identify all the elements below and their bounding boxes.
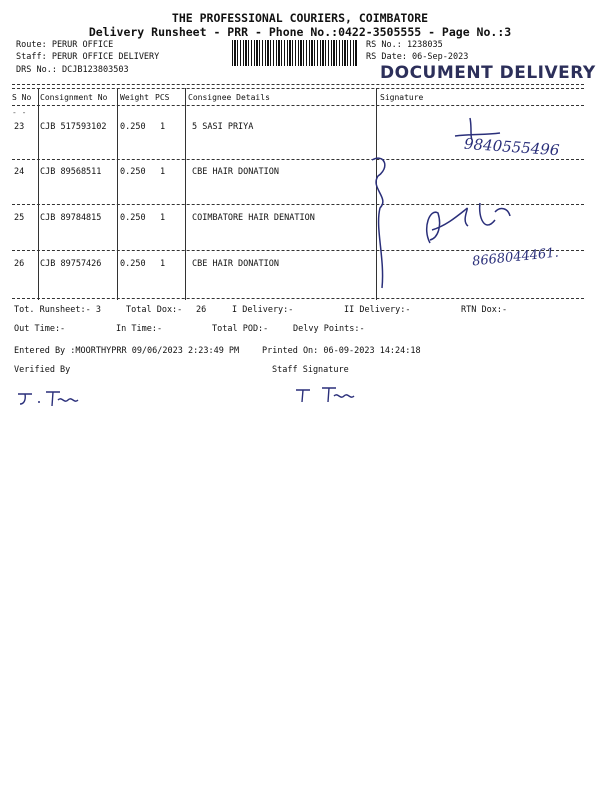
divider	[12, 88, 584, 89]
row-sno: 26	[14, 259, 25, 269]
row-consignment: CJB 517593102	[40, 122, 107, 132]
table-bottom-rule	[12, 298, 584, 299]
row-consignment: CJB 89757426	[40, 259, 102, 269]
row-pcs: 1	[160, 122, 166, 132]
entered-by: Entered By :MOORTHYPRR 09/06/2023 2:23:49 PM	[14, 346, 240, 356]
row-consignment: CJB 89568511	[40, 167, 102, 177]
row-sno: 24	[14, 167, 25, 177]
out-time: Out Time:-	[14, 324, 66, 334]
rs-number: RS No.: 1238035	[366, 40, 443, 50]
barcode	[232, 40, 358, 66]
col-weight: Weight	[120, 93, 149, 102]
row-consignment: CJB 89784815	[40, 213, 102, 223]
row-consignee: CBE HAIR DONATION	[192, 167, 279, 177]
drs-number: DRS No.: DCJB123803503	[16, 65, 129, 75]
row-weight: 0.250	[120, 167, 146, 177]
row-sno: 25	[14, 213, 25, 223]
total-dox-value: 26	[196, 305, 207, 315]
rtn-dox: RTN Dox:-	[461, 305, 508, 315]
i-delivery: I Delivery:-	[232, 305, 294, 315]
col-pcs: PCS	[155, 93, 170, 102]
row-sno: 23	[14, 122, 25, 132]
col-consignment: Consignment No	[40, 93, 108, 102]
divider	[12, 105, 584, 106]
staff-label: Staff: PERUR OFFICE DELIVERY	[16, 52, 160, 62]
row-weight: 0.250	[120, 122, 146, 132]
handwritten-phone: 8668044461.	[471, 245, 560, 270]
divider	[12, 84, 584, 85]
printed-on: Printed On: 06-09-2023 14:24:18	[262, 346, 421, 356]
row-consignee: 5 SASI PRIYA	[192, 122, 254, 132]
in-time: In Time:-	[116, 324, 163, 334]
route-label: Route: PERUR OFFICE	[16, 40, 114, 50]
divider-marks: - -	[12, 108, 27, 117]
col-signature: Signature	[380, 93, 424, 102]
verified-by: Verified By	[14, 365, 71, 375]
document-delivery-stamp: DOCUMENT DELIVERY	[380, 63, 596, 83]
col-sno: S No	[12, 93, 32, 102]
row-pcs: 1	[160, 213, 166, 223]
staff-signature-label: Staff Signature	[272, 365, 349, 375]
company-title: THE PROFESSIONAL COURIERS, COIMBATORE	[171, 11, 429, 25]
col-divider	[185, 88, 186, 300]
rs-date: RS Date: 06-Sep-2023	[366, 52, 469, 62]
delvy-points: Delvy Points:-	[293, 324, 365, 334]
total-dox-label: Total Dox:-	[126, 305, 183, 315]
row-pcs: 1	[160, 167, 166, 177]
total-pod: Total POD:-	[212, 324, 269, 334]
verifier-signature	[14, 386, 94, 410]
row-consignee: COIMBATORE HAIR DENATION	[192, 213, 315, 223]
handwritten-phone: 9840555496	[463, 134, 560, 160]
row-weight: 0.250	[120, 213, 146, 223]
row-pcs: 1	[160, 259, 166, 269]
row-weight: 0.250	[120, 259, 146, 269]
col-divider	[117, 88, 118, 300]
tot-runsheet: Tot. Runsheet:- 3	[14, 305, 101, 315]
runsheet-title: Delivery Runsheet - PRR - Phone No.:0422-3505555 - Page No.:3	[88, 25, 512, 39]
ii-delivery: II Delivery:-	[344, 305, 411, 315]
col-divider	[38, 88, 39, 300]
col-consignee: Consignee Details	[188, 93, 270, 102]
staff-signature	[292, 382, 372, 406]
row-consignee: CBE HAIR DONATION	[192, 259, 279, 269]
